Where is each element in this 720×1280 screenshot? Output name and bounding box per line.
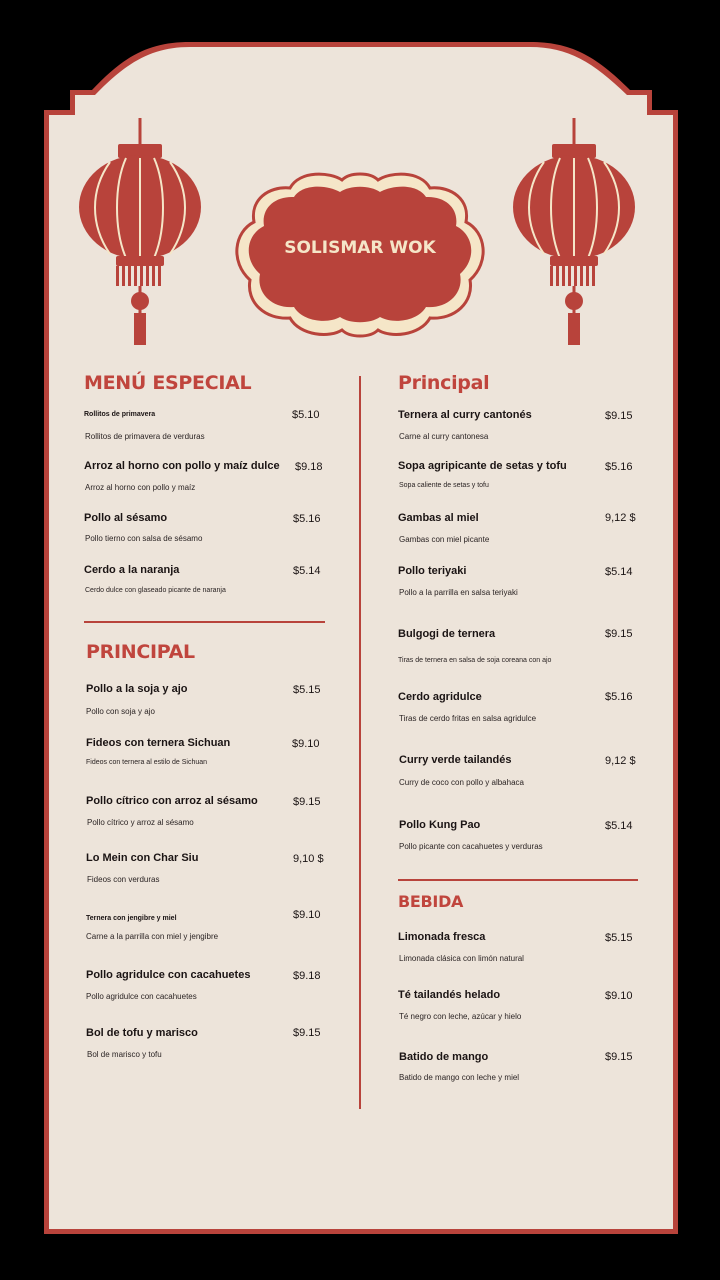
item-price: 9,12 $ <box>605 755 636 767</box>
item-price: $5.16 <box>605 461 633 473</box>
item-price: $9.18 <box>293 970 321 982</box>
section-title-drinks: BEBIDA <box>398 892 464 911</box>
item-name: Pollo a la soja y ajo <box>86 683 188 695</box>
divider <box>84 621 325 623</box>
item-name: Pollo agridulce con cacahuetes <box>86 969 251 981</box>
item-name: Pollo cítrico con arroz al sésamo <box>86 795 258 807</box>
item-name: Sopa agripicante de setas y tofu <box>398 460 567 472</box>
section-title-main: PRINCIPAL <box>86 641 195 663</box>
item-price: $5.15 <box>293 684 321 696</box>
item-name: Lo Mein con Char Siu <box>86 852 199 864</box>
item-desc: Sopa caliente de setas y tofu <box>399 482 489 489</box>
item-price: $5.14 <box>605 566 633 578</box>
item-desc: Pollo a la parrilla en salsa teriyaki <box>399 588 518 597</box>
item-desc: Pollo picante con cacahuetes y verduras <box>399 842 543 851</box>
item-price: $5.14 <box>293 565 321 577</box>
restaurant-name: SOLISMAR WOK <box>284 238 436 258</box>
item-name: Pollo teriyaki <box>398 565 467 577</box>
item-price: $9.10 <box>293 909 321 921</box>
item-price: 9,10 $ <box>293 853 324 865</box>
item-price: 9,12 $ <box>605 512 636 524</box>
item-desc: Pollo con soja y ajo <box>86 707 155 716</box>
item-name: Bulgogi de ternera <box>398 628 496 640</box>
item-name: Rollitos de primavera <box>84 411 156 418</box>
item-name: Cerdo agridulce <box>398 691 482 703</box>
item-price: $5.16 <box>605 691 633 703</box>
item-price: $5.16 <box>293 513 321 525</box>
item-price: $9.15 <box>293 796 321 808</box>
item-desc: Gambas con miel picante <box>399 535 490 544</box>
item-desc: Arroz al horno con pollo y maíz <box>85 483 196 492</box>
item-desc: Limonada clásica con limón natural <box>399 954 524 963</box>
item-price: $9.15 <box>293 1027 321 1039</box>
item-name: Ternera al curry cantonés <box>398 409 532 421</box>
item-desc: Cerdo dulce con glaseado picante de naranja <box>85 587 226 594</box>
item-name: Limonada fresca <box>398 931 486 943</box>
item-desc: Té negro con leche, azúcar y hielo <box>399 1012 522 1021</box>
item-name: Fideos con ternera Sichuan <box>86 737 231 749</box>
item-price: $5.14 <box>605 820 633 832</box>
item-name: Batido de mango <box>399 1051 489 1063</box>
item-price: $9.15 <box>605 410 633 422</box>
section-title-main-right: Principal <box>398 372 490 394</box>
item-name: Pollo Kung Pao <box>399 819 481 831</box>
item-desc: Carne al curry cantonesa <box>399 432 489 441</box>
item-desc: Batido de mango con leche y miel <box>399 1073 520 1082</box>
item-desc: Fideos con ternera al estilo de Sichuan <box>86 759 208 766</box>
item-desc: Bol de marisco y tofu <box>87 1050 162 1059</box>
item-desc: Tiras de ternera en salsa de soja coreana con ajo <box>398 657 552 664</box>
section-title-special: MENÚ ESPECIAL <box>84 372 252 394</box>
item-desc: Pollo tierno con salsa de sésamo <box>85 534 203 543</box>
item-desc: Carne a la parrilla con miel y jengibre <box>86 932 219 941</box>
item-name: Curry verde tailandés <box>399 754 512 766</box>
item-desc: Rollitos de primavera de verduras <box>85 432 205 441</box>
item-price: $9.15 <box>605 1051 633 1063</box>
item-desc: Curry de coco con pollo y albahaca <box>399 778 524 787</box>
item-desc: Pollo cítrico y arroz al sésamo <box>87 818 194 827</box>
item-desc: Fideos con verduras <box>87 875 160 884</box>
item-price: $9.10 <box>605 990 633 1002</box>
item-price: $9.15 <box>605 628 633 640</box>
item-price: $9.18 <box>295 461 323 473</box>
item-price: $5.10 <box>292 409 320 421</box>
item-desc: Pollo agridulce con cacahuetes <box>86 992 197 1001</box>
item-name: Bol de tofu y marisco <box>86 1027 198 1039</box>
item-price: $9.10 <box>292 738 320 750</box>
item-price: $5.15 <box>605 932 633 944</box>
item-desc: Tiras de cerdo fritas en salsa agridulce <box>399 714 537 723</box>
item-name: Té tailandés helado <box>398 989 501 1001</box>
item-name: Gambas al miel <box>398 512 479 524</box>
item-name: Pollo al sésamo <box>84 512 168 524</box>
divider <box>398 879 638 881</box>
item-name: Ternera con jengibre y miel <box>86 915 177 922</box>
item-name: Cerdo a la naranja <box>84 564 180 576</box>
item-name: Arroz al horno con pollo y maíz dulce <box>84 460 280 472</box>
